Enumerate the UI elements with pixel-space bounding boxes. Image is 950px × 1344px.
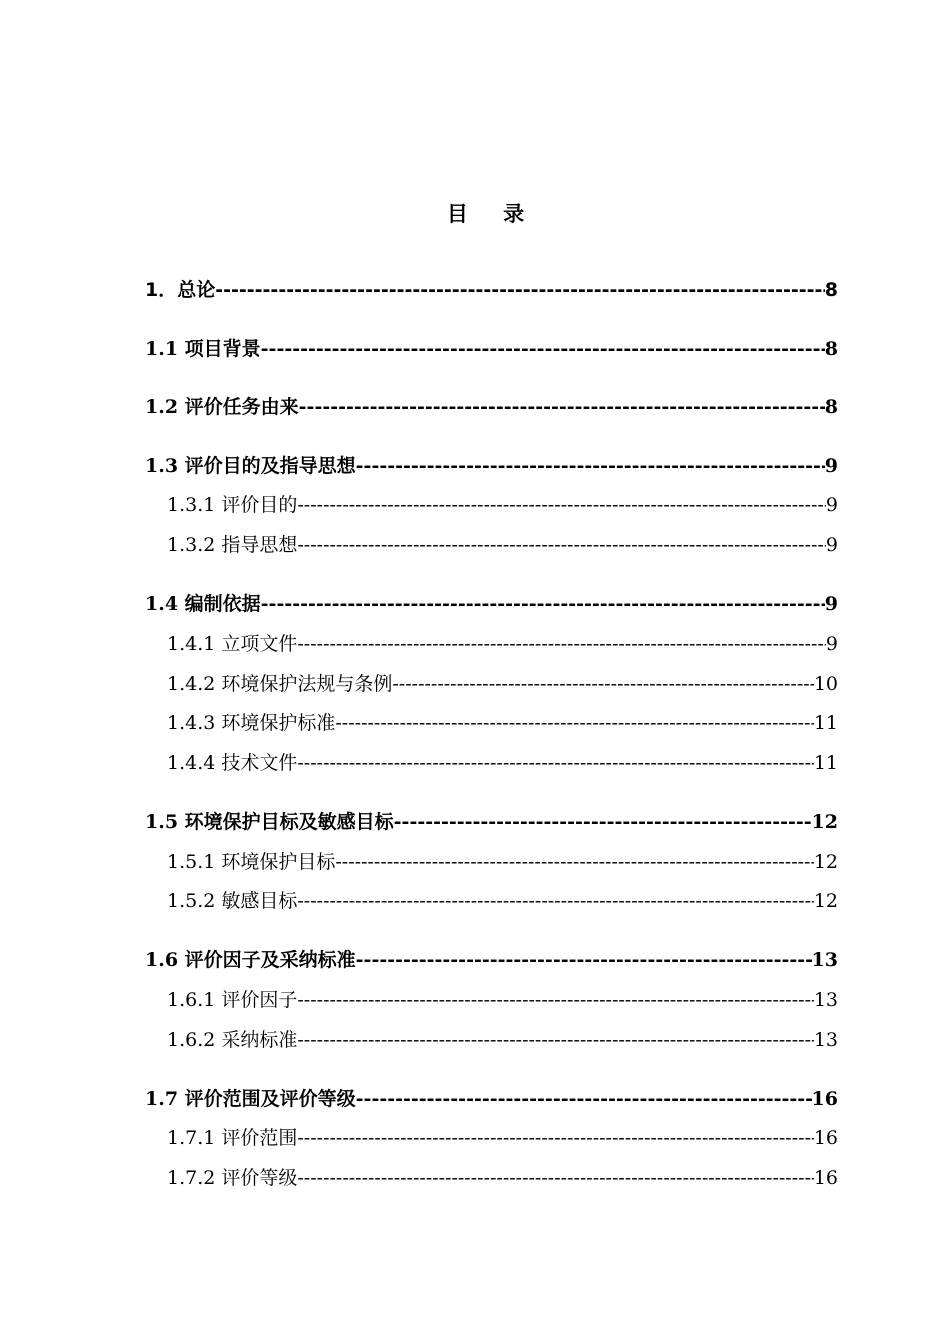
toc-leader xyxy=(297,631,826,657)
toc-entry-page: 9 xyxy=(824,593,838,615)
toc-leader xyxy=(297,888,813,914)
toc-entry[interactable] xyxy=(145,277,838,303)
toc-leader xyxy=(297,1027,813,1053)
toc-leader xyxy=(356,1086,812,1112)
toc-entry[interactable] xyxy=(167,671,838,697)
toc-leader xyxy=(261,591,825,617)
toc-entry-label: 1.3 评价目的及指导思想 xyxy=(145,455,356,477)
toc-entry-label: 1.6.2 采纳标准 xyxy=(167,1029,298,1051)
toc-entry-label: 1.3.2 指导思想 xyxy=(167,534,298,556)
toc-entry[interactable] xyxy=(167,631,838,657)
toc-entry-page: 16 xyxy=(813,1167,838,1189)
toc-entry-page: 8 xyxy=(824,338,838,360)
toc-entry[interactable] xyxy=(167,1125,838,1151)
toc-entry-page: 9 xyxy=(825,494,838,516)
toc-entry-page: 13 xyxy=(813,1029,838,1051)
toc-entry-page: 12 xyxy=(813,851,838,873)
toc-leader xyxy=(261,336,825,362)
toc-entry[interactable] xyxy=(145,336,838,362)
toc-entry-label: 1.6.1 评价因子 xyxy=(167,989,298,1011)
toc-entry-page: 8 xyxy=(824,279,838,301)
toc-entry-page: 16 xyxy=(813,1127,838,1149)
toc-entry-page: 10 xyxy=(813,673,838,695)
toc-leader xyxy=(394,809,812,835)
toc-leader xyxy=(297,1125,813,1151)
toc-entry[interactable] xyxy=(145,947,838,973)
toc-entry-page: 11 xyxy=(813,712,838,734)
toc-entry-page: 8 xyxy=(824,396,838,418)
toc-entry-page: 11 xyxy=(813,752,838,774)
toc-leader xyxy=(297,750,813,776)
toc-entry[interactable] xyxy=(145,809,838,835)
toc-leader xyxy=(356,947,812,973)
toc-entry-page: 12 xyxy=(811,811,838,833)
toc-entry-page: 12 xyxy=(813,890,838,912)
toc-entry[interactable] xyxy=(145,591,838,617)
toc-leader xyxy=(356,453,825,479)
toc-entry-label: 1.5 环境保护目标及敏感目标 xyxy=(145,811,394,833)
toc-entry[interactable] xyxy=(167,750,838,776)
toc-leader xyxy=(297,492,826,518)
toc-entry-page: 16 xyxy=(811,1088,838,1110)
toc-entry-label: 1.7.1 评价范围 xyxy=(167,1127,298,1149)
toc-leader xyxy=(297,1165,813,1191)
toc-title: 目 录 xyxy=(446,202,539,226)
toc-entry-label: 1.5.2 敏感目标 xyxy=(167,890,298,912)
toc-leader xyxy=(215,277,825,303)
toc-entry-label: 1.5.1 环境保护目标 xyxy=(167,851,336,873)
toc-entry-page: 9 xyxy=(825,633,838,655)
toc-entry[interactable] xyxy=(167,888,838,914)
toc-entry-label: 1.2 评价任务由来 xyxy=(145,396,299,418)
toc-leader xyxy=(297,987,813,1013)
toc-entry[interactable] xyxy=(167,492,838,518)
toc-entry-label: 1.7.2 评价等级 xyxy=(167,1167,298,1189)
toc-entry[interactable] xyxy=(145,453,838,479)
toc-entry-label: 1.1 项目背景 xyxy=(145,338,261,360)
toc-entry[interactable] xyxy=(167,710,838,736)
toc-entry-label: 1.4.3 环境保护标准 xyxy=(167,712,336,734)
toc-entry-label: 1.3.1 评价目的 xyxy=(167,494,298,516)
toc-leader xyxy=(297,532,826,558)
toc-entry-label: 1.4.1 立项文件 xyxy=(167,633,298,655)
toc-entry-label: 1.7 评价范围及评价等级 xyxy=(145,1088,356,1110)
toc-leader xyxy=(299,394,825,420)
toc-entry[interactable] xyxy=(145,1086,838,1112)
toc-entry-label: 1.4.4 技术文件 xyxy=(167,752,298,774)
toc-entry-page: 9 xyxy=(825,534,838,556)
toc-leader xyxy=(335,849,813,875)
toc-entry-page: 9 xyxy=(824,455,838,477)
toc-entry[interactable] xyxy=(167,532,838,558)
toc-entry[interactable] xyxy=(167,849,838,875)
toc-entry-label: 1.6 评价因子及采纳标准 xyxy=(145,949,356,971)
toc-entry[interactable] xyxy=(167,1027,838,1053)
toc-entry-label: 1.4 编制依据 xyxy=(145,593,261,615)
toc-entry[interactable] xyxy=(167,987,838,1013)
toc-entry-page: 13 xyxy=(811,949,838,971)
toc-leader xyxy=(392,671,813,697)
toc-entry-label: 1.4.2 环境保护法规与条例 xyxy=(167,673,393,695)
toc-entry[interactable] xyxy=(167,1165,838,1191)
toc-entry-label: 1．总论 xyxy=(145,279,216,301)
toc-entry-page: 13 xyxy=(813,989,838,1011)
toc-leader xyxy=(335,710,813,736)
toc-entry[interactable] xyxy=(145,394,838,420)
